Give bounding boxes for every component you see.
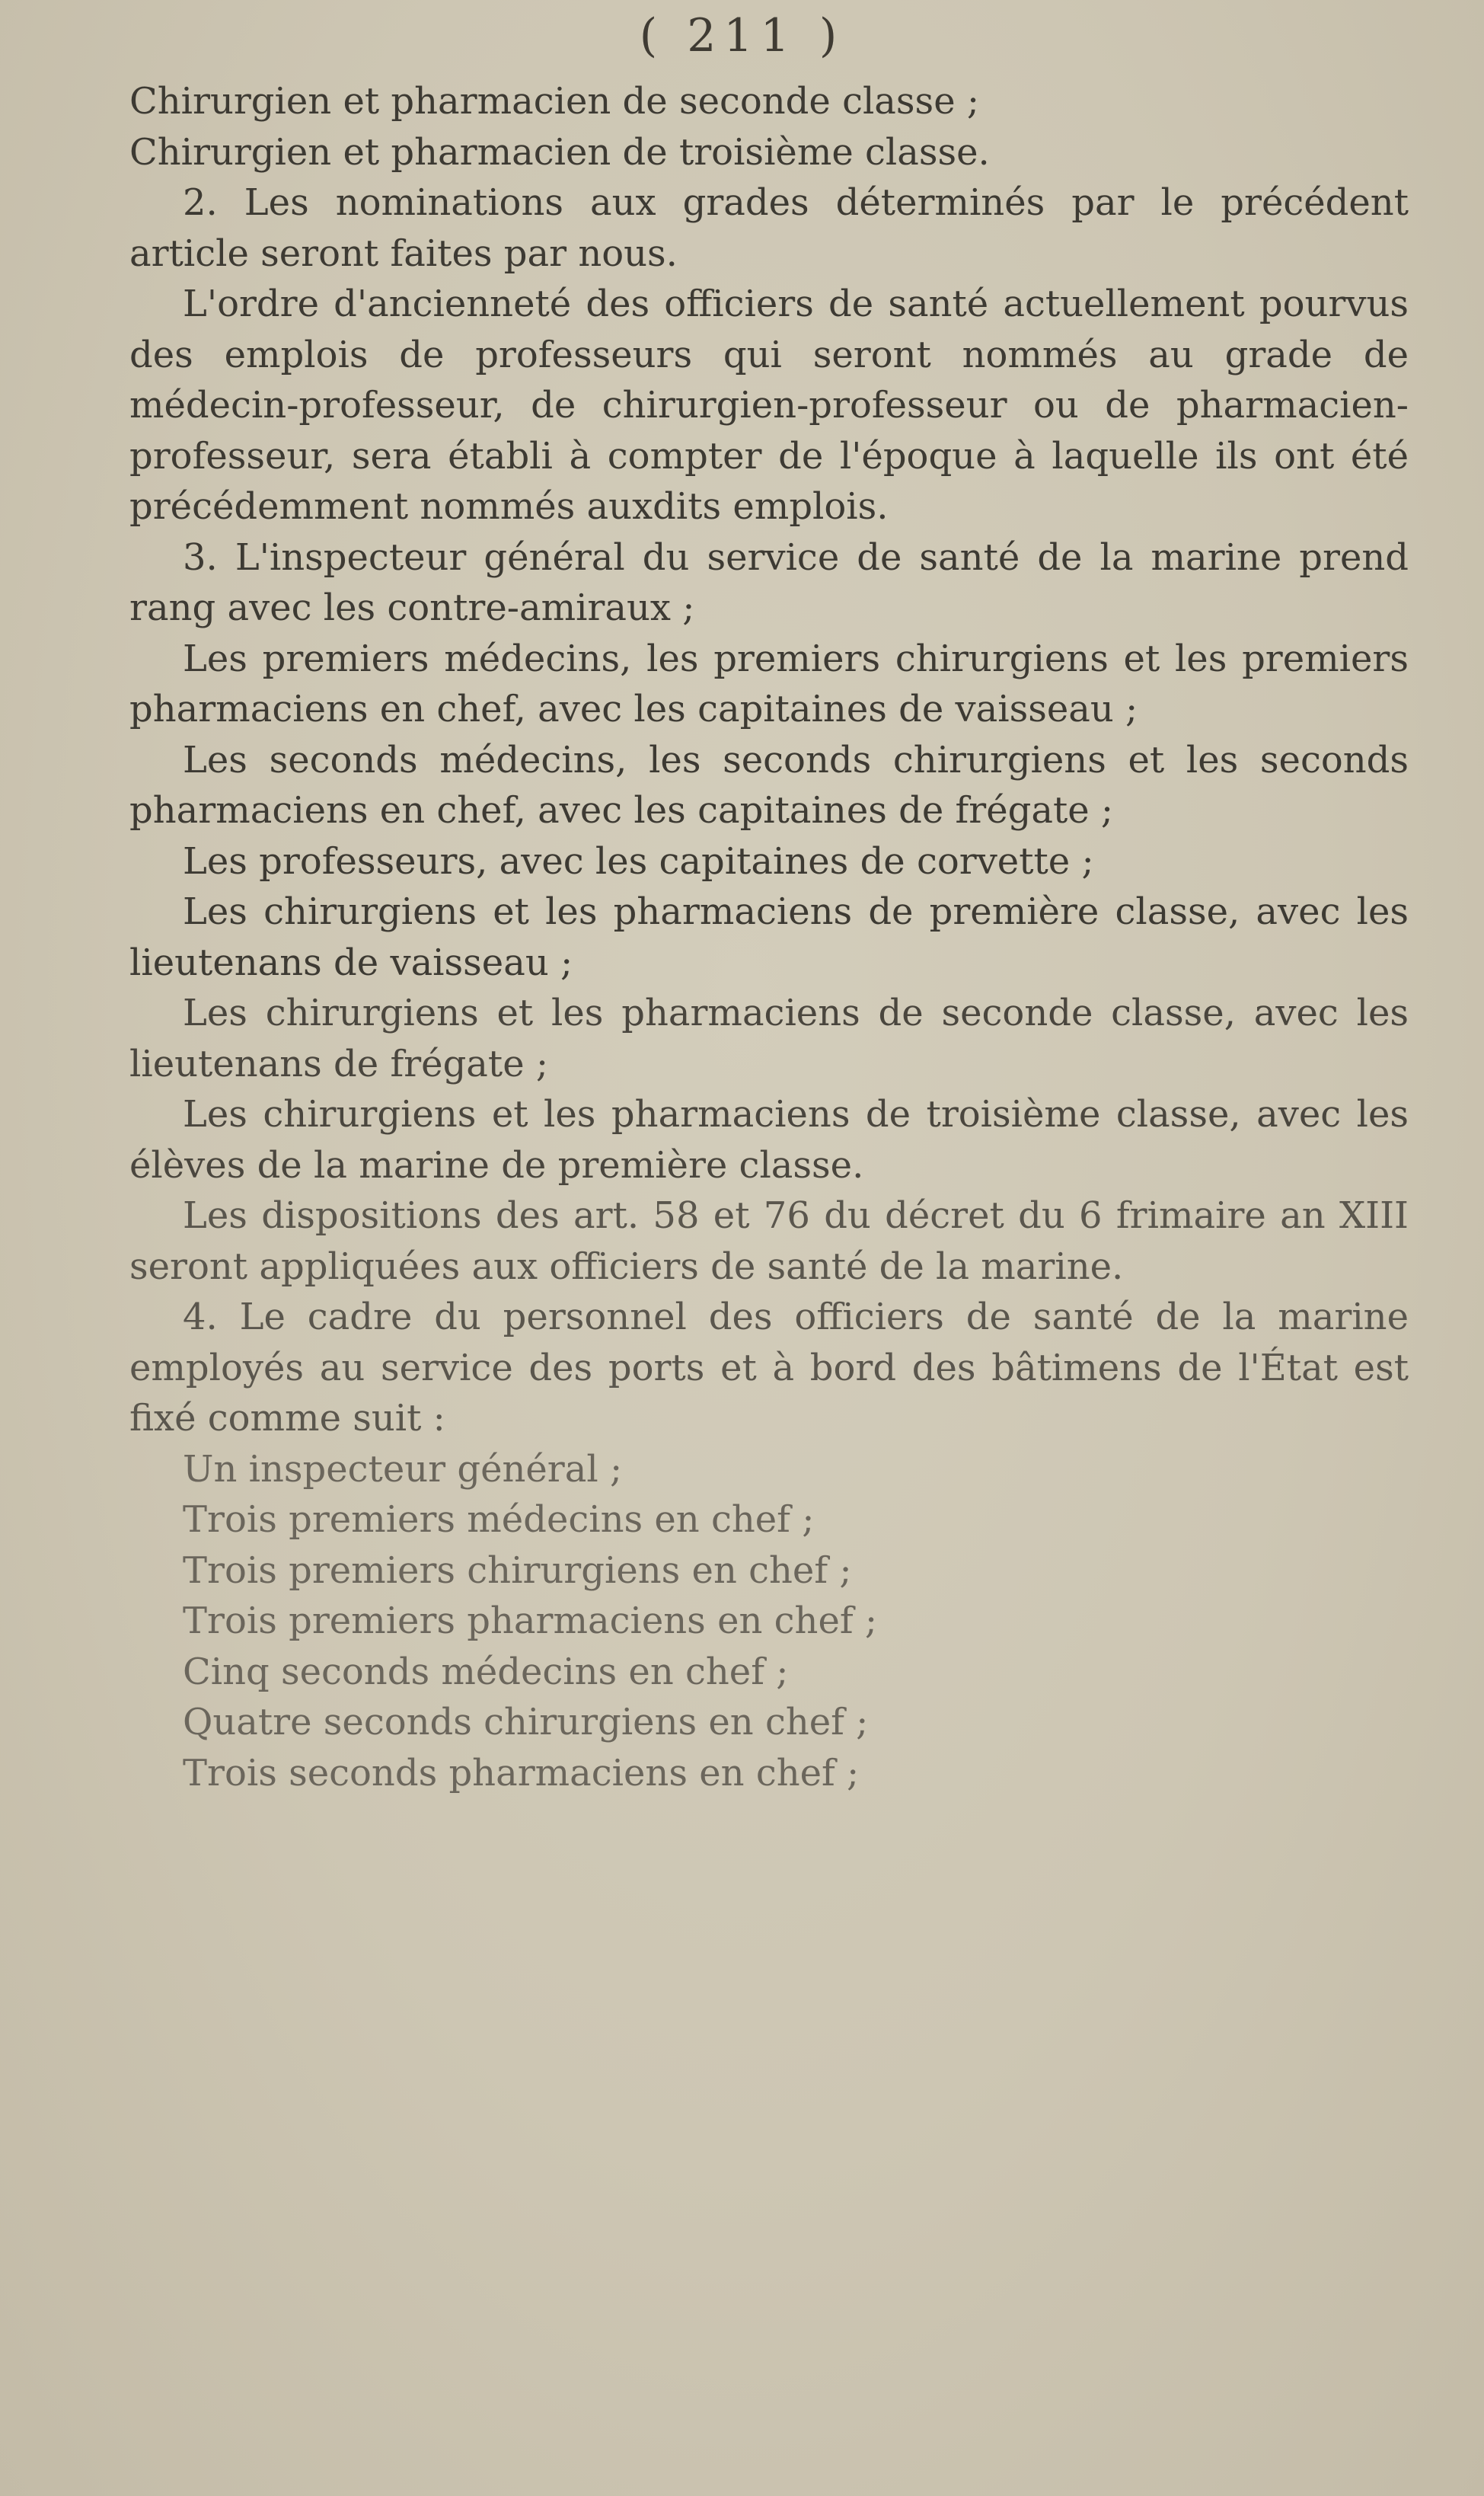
paragraph-3: 2. Les nominations aux grades déterminés par le précédent article seront faites par nous. (129, 181, 1409, 275)
list-item-1: Un inspecteur général ; (183, 1447, 623, 1491)
list-item-6: Quatre seconds chirurgiens en chef ; (183, 1701, 869, 1743)
list-item-2: Trois premiers médecins en chef ; (183, 1498, 815, 1541)
paragraph-9: Les chirurgiens et les pharmaciens de première classe, avec les lieutenans de vaisseau ; (129, 890, 1409, 984)
list-item-7: Trois seconds pharmaciens en chef ; (183, 1751, 860, 1794)
paragraph-4: L'ordre d'ancienneté des officiers de santé actuellement pourvus des emplois de professeurs qui seront nommés au grade de médecin-professeur, de chirurgien-professeur ou de pharmacien-professeur, sera établi à compter de l'époque à laquelle ils ont été précédemment nommés auxdits emplois. (129, 283, 1409, 528)
body-text (129, 76, 1409, 1798)
list-item-4: Trois premiers pharmaciens en chef ; (183, 1600, 878, 1642)
paragraph-1: Chirurgien et pharmacien de seconde classe ; (129, 80, 980, 123)
paragraph-5: 3. L'inspecteur général du service de santé de la marine prend rang avec les contre-amiraux ; (129, 535, 1409, 629)
paragraph-13: 4. Le cadre du personnel des officiers de santé de la marine employés au service des ports et à bord des bâtimens de l'État est fixé comme suit : (129, 1296, 1409, 1440)
paragraph-7: Les seconds médecins, les seconds chirurgiens et les seconds pharmaciens en chef, avec les capitaines de frégate ; (129, 738, 1409, 832)
list-item-3: Trois premiers chirurgiens en chef ; (183, 1548, 852, 1592)
list-item-5: Cinq seconds médecins en chef ; (183, 1650, 789, 1693)
paragraph-8: Les professeurs, avec les capitaines de corvette ; (183, 839, 1094, 883)
paragraph-2: Chirurgien et pharmacien de troisième classe. (129, 130, 990, 174)
paragraph-10: Les chirurgiens et les pharmaciens de seconde classe, avec les lieutenans de frégate ; (129, 992, 1409, 1085)
paragraph-12: Les dispositions des art. 58 et 76 du décret du 6 frimaire an XIII seront appliquées aux officiers de santé de la marine. (129, 1194, 1409, 1288)
paragraph-11: Les chirurgiens et les pharmaciens de troisième classe, avec les élèves de la marine de première classe. (129, 1093, 1409, 1187)
paragraph-6: Les premiers médecins, les premiers chirurgiens et les premiers pharmaciens en chef, avec les capitaines de vaisseau ; (129, 637, 1409, 730)
page-number: ( 211 ) (639, 9, 845, 62)
